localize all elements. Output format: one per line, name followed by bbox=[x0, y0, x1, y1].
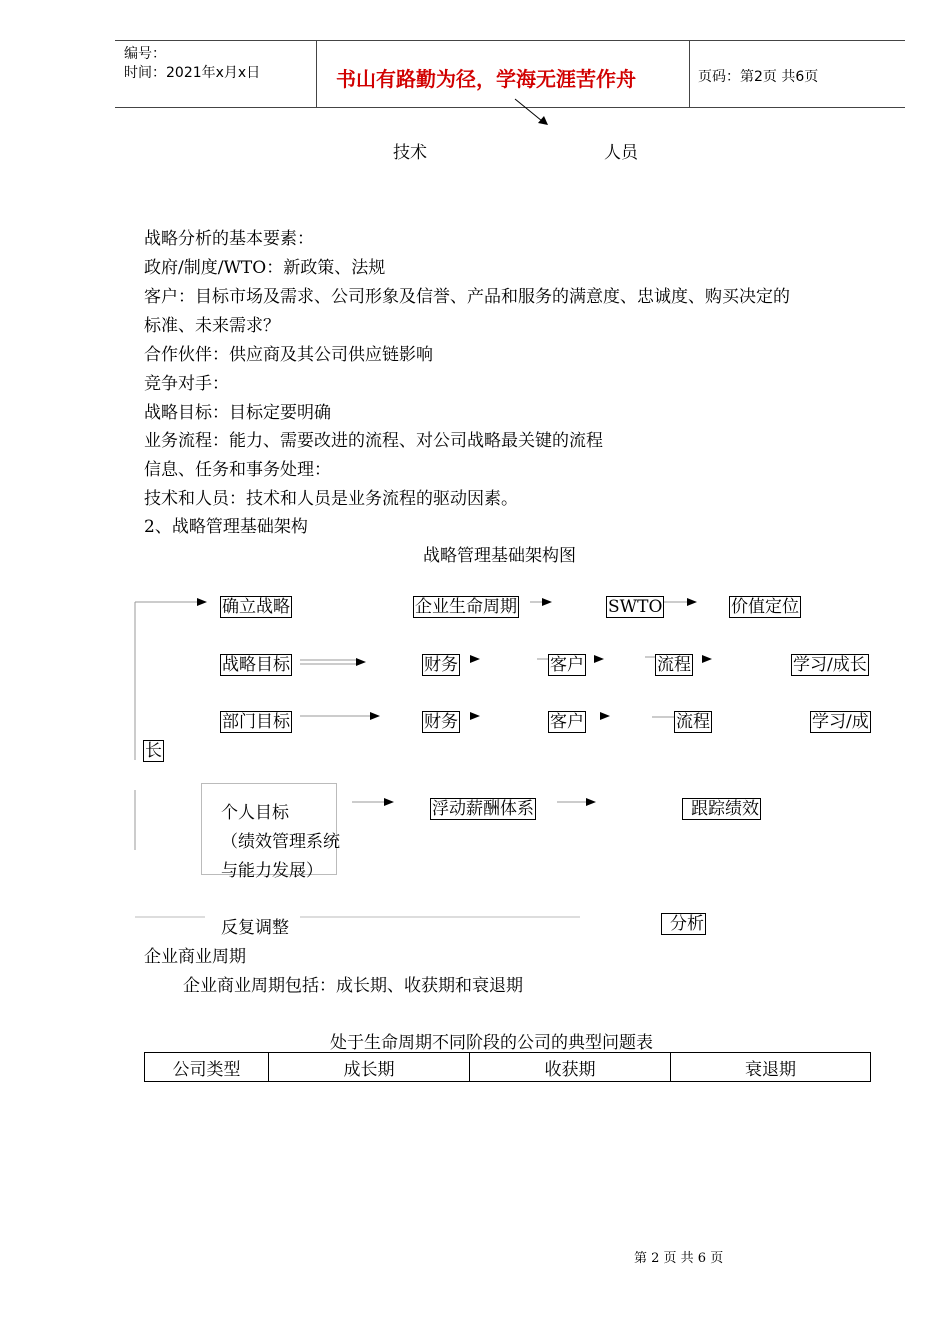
node-customer-1: 客户 bbox=[550, 655, 584, 675]
para-competitors: 竞争对手： bbox=[144, 374, 229, 394]
node-process-2: 流程 bbox=[676, 712, 710, 732]
header-number-label: 编号： bbox=[124, 46, 166, 62]
label-tech: 技术 bbox=[393, 143, 427, 163]
table-title: 处于生命周期不同阶段的公司的典型问题表 bbox=[330, 1033, 653, 1053]
section-heading-framework: 2、战略管理基础架构 bbox=[144, 517, 308, 537]
business-cycle-heading: 企业商业周期 bbox=[144, 947, 246, 967]
node-learning-1: 学习/成长 bbox=[793, 655, 867, 675]
node-swto: SWTO bbox=[608, 597, 663, 617]
personal-goals-line1: 个人目标 bbox=[221, 803, 289, 823]
node-analysis: 分析 bbox=[661, 913, 706, 935]
node-finance-1: 财务 bbox=[424, 655, 458, 675]
para-customer-cont: 标准、未来需求？ bbox=[144, 316, 280, 336]
header-motto: 书山有路勤为径，学海无涯苦作舟 bbox=[336, 67, 636, 91]
node-track-performance: 跟踪绩效 bbox=[682, 798, 761, 820]
node-learning-2-wrap: 长 bbox=[145, 741, 162, 761]
page-footer: 第 2 页 共 6 页 bbox=[634, 1251, 724, 1266]
diagram-title: 战略管理基础架构图 bbox=[423, 546, 576, 566]
para-process: 业务流程：能力、需要改进的流程、对公司战略最关键的流程 bbox=[144, 431, 603, 451]
node-learning-2: 学习/成 bbox=[812, 712, 869, 732]
header-time-label: 时间：2021年x月x日 bbox=[124, 65, 261, 81]
table-header-decline: 衰退期 bbox=[671, 1053, 871, 1082]
node-process-1: 流程 bbox=[657, 655, 691, 675]
para-information: 信息、任务和事务处理： bbox=[144, 460, 331, 480]
para-government: 政府/制度/WTO：新政策、法规 bbox=[144, 258, 386, 278]
node-value-positioning: 价值定位 bbox=[731, 597, 799, 617]
para-goals: 战略目标：目标定要明确 bbox=[144, 403, 331, 423]
header-page-info: 页码：第2页 共6页 bbox=[698, 69, 819, 85]
node-variable-pay: 浮动薪酬体系 bbox=[432, 799, 534, 819]
para-strategy-elements: 战略分析的基本要素： bbox=[144, 229, 314, 249]
business-cycle-text: 企业商业周期包括：成长期、收获期和衰退期 bbox=[183, 976, 523, 996]
node-customer-2: 客户 bbox=[550, 712, 584, 732]
personal-goals-line3: 与能力发展） bbox=[221, 861, 323, 881]
table-header-company-type: 公司类型 bbox=[145, 1053, 269, 1082]
para-partners: 合作伙伴：供应商及其公司供应链影响 bbox=[144, 345, 433, 365]
table-header-growth: 成长期 bbox=[269, 1053, 470, 1082]
para-customer: 客户：目标市场及需求、公司形象及信誉、产品和服务的满意度、忠诚度、购买决定的 bbox=[144, 287, 790, 307]
label-people: 人员 bbox=[604, 143, 638, 163]
label-feedback-adjust: 反复调整 bbox=[221, 918, 289, 938]
para-tech-people: 技术和人员：技术和人员是业务流程的驱动因素。 bbox=[144, 489, 518, 509]
node-strategic-goals: 战略目标 bbox=[222, 655, 290, 675]
table-header-harvest: 收获期 bbox=[470, 1053, 671, 1082]
node-establish-strategy: 确立战略 bbox=[222, 597, 290, 617]
table-header-row bbox=[145, 1053, 871, 1082]
node-enterprise-lifecycle: 企业生命周期 bbox=[415, 597, 517, 617]
lifecycle-issues-table bbox=[144, 1052, 871, 1082]
node-finance-2: 财务 bbox=[424, 712, 458, 732]
personal-goals-line2: （绩效管理系统 bbox=[221, 832, 340, 852]
node-department-goals: 部门目标 bbox=[222, 712, 290, 732]
